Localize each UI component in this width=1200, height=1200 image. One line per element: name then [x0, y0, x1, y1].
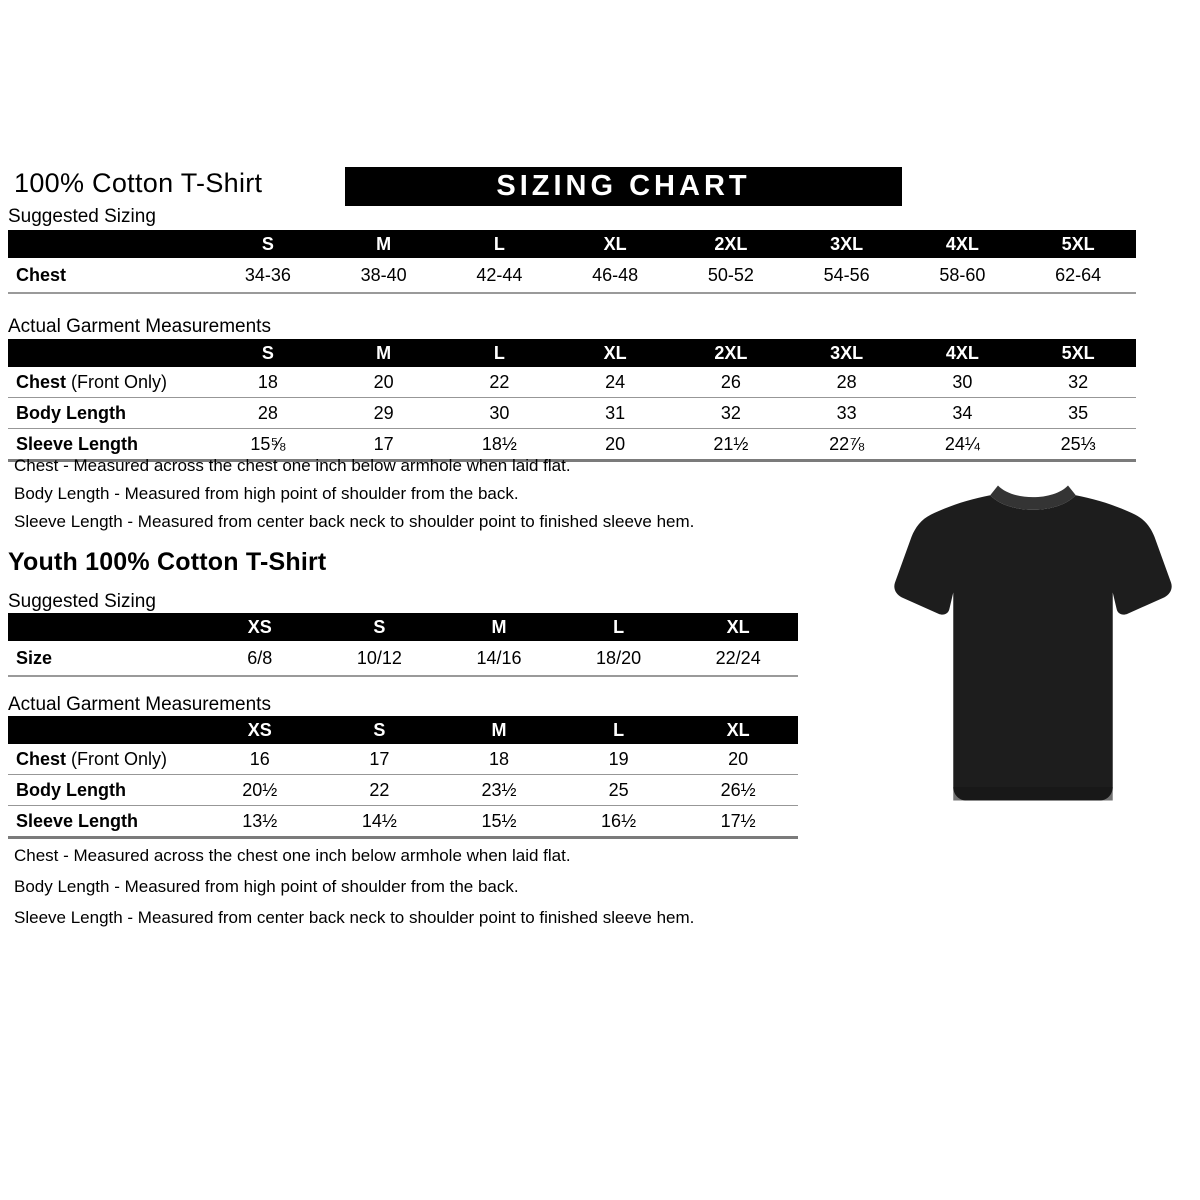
- measurement-value-cell: 18½: [442, 429, 558, 461]
- size-column-header: 5XL: [1020, 339, 1136, 367]
- row-label-text: Body Length: [16, 402, 126, 423]
- measurement-value-cell: 17: [320, 744, 440, 775]
- measurement-value-cell: 19: [559, 744, 679, 775]
- size-column-header: XL: [678, 716, 798, 744]
- size-column-header: L: [559, 716, 679, 744]
- youth-suggested-sizing-table: [8, 613, 798, 677]
- note-chest: Chest - Measured across the chest one inch below armhole when laid flat.: [14, 456, 571, 475]
- measurement-row-label: [8, 744, 200, 775]
- header-corner-cell: [8, 230, 210, 258]
- measurement-value-cell: 14/16: [439, 641, 559, 676]
- measurement-value-cell: 42-44: [442, 258, 558, 293]
- measurement-value-cell: 18: [210, 367, 326, 398]
- header-corner-cell: [8, 339, 210, 367]
- measurement-value-cell: 18/20: [559, 641, 679, 676]
- measurement-value-cell: 13½: [200, 806, 320, 838]
- measurement-row: [8, 398, 1136, 429]
- size-column-header: 2XL: [673, 339, 789, 367]
- measurement-row: [8, 367, 1136, 398]
- size-column-header: M: [326, 230, 442, 258]
- row-label-text: Body Length: [16, 779, 126, 800]
- adult-garment-measurements-table: [8, 339, 1136, 462]
- measurement-value-cell: 24¼: [905, 429, 1021, 461]
- note-sleeve-length: Sleeve Length - Measured from center back neck to shoulder point to finished sleeve hem.: [14, 512, 695, 531]
- measurement-row-label: [8, 258, 210, 293]
- measurement-value-cell: 24: [557, 367, 673, 398]
- row-label-text: Sleeve Length: [16, 810, 139, 831]
- size-column-header: XL: [557, 339, 673, 367]
- size-column-header: S: [210, 339, 326, 367]
- size-column-header: XS: [200, 613, 320, 641]
- sizing-chart-banner: SIZING CHART: [345, 167, 902, 206]
- row-label-text: Chest: [16, 748, 67, 769]
- size-column-header: XL: [557, 230, 673, 258]
- measurement-row: [8, 258, 1136, 293]
- youth-suggested-sizing-label: Suggested Sizing: [8, 591, 156, 612]
- measurement-value-cell: 26: [673, 367, 789, 398]
- measurement-value-cell: 34: [905, 398, 1021, 429]
- measurement-value-cell: 58-60: [905, 258, 1021, 293]
- size-column-header: S: [320, 613, 440, 641]
- header-corner-cell: [8, 613, 200, 641]
- size-column-header: 3XL: [789, 339, 905, 367]
- adult-measurement-notes: [14, 454, 694, 538]
- note-body-length: Body Length - Measured from high point of shoulder from the back.: [14, 877, 519, 896]
- measurement-value-cell: 6/8: [200, 641, 320, 676]
- measurement-row-label: [8, 367, 210, 398]
- measurement-value-cell: 38-40: [326, 258, 442, 293]
- size-column-header: 3XL: [789, 230, 905, 258]
- measurement-value-cell: 20½: [200, 775, 320, 806]
- size-column-header: S: [210, 230, 326, 258]
- measurement-value-cell: 21½: [673, 429, 789, 461]
- row-label-text: Size: [16, 647, 53, 668]
- size-column-header: 2XL: [673, 230, 789, 258]
- measurement-row: [8, 641, 798, 676]
- adult-suggested-sizing-table: [8, 230, 1136, 294]
- measurement-value-cell: 15½: [439, 806, 559, 838]
- size-column-header: XS: [200, 716, 320, 744]
- black-tshirt-image: [892, 470, 1174, 818]
- adult-actual-measurements-label: Actual Garment Measurements: [8, 316, 271, 337]
- size-column-header: L: [442, 230, 558, 258]
- measurement-value-cell: 32: [1020, 367, 1136, 398]
- size-header-row: [8, 613, 798, 641]
- size-column-header: M: [326, 339, 442, 367]
- row-label-text: Sleeve Length: [16, 433, 139, 454]
- measurement-value-cell: 54-56: [789, 258, 905, 293]
- measurement-value-cell: 17½: [678, 806, 798, 838]
- note-sleeve-length: Sleeve Length - Measured from center back neck to shoulder point to finished sleeve hem.: [14, 908, 695, 927]
- size-column-header: 5XL: [1020, 230, 1136, 258]
- size-column-header: M: [439, 716, 559, 744]
- measurement-value-cell: 20: [678, 744, 798, 775]
- size-column-header: 4XL: [905, 339, 1021, 367]
- measurement-value-cell: 28: [210, 398, 326, 429]
- measurement-value-cell: 22⅞: [789, 429, 905, 461]
- measurement-value-cell: 28: [789, 367, 905, 398]
- measurement-value-cell: 25⅓: [1020, 429, 1136, 461]
- size-header-row: [8, 716, 798, 744]
- measurement-value-cell: 25: [559, 775, 679, 806]
- measurement-value-cell: 50-52: [673, 258, 789, 293]
- size-column-header: L: [442, 339, 558, 367]
- measurement-value-cell: 20: [326, 367, 442, 398]
- measurement-value-cell: 16½: [559, 806, 679, 838]
- measurement-value-cell: 15⅝: [210, 429, 326, 461]
- size-column-header: M: [439, 613, 559, 641]
- measurement-value-cell: 22: [442, 367, 558, 398]
- row-label-text: Chest: [16, 264, 67, 285]
- measurement-value-cell: 46-48: [557, 258, 673, 293]
- size-header-row: [8, 230, 1136, 258]
- measurement-value-cell: 18: [439, 744, 559, 775]
- measurement-value-cell: 26½: [678, 775, 798, 806]
- measurement-value-cell: 31: [557, 398, 673, 429]
- adult-section-title: 100% Cotton T-Shirt: [14, 168, 263, 198]
- measurement-row-label: [8, 641, 200, 676]
- measurement-value-cell: 32: [673, 398, 789, 429]
- note-chest: Chest - Measured across the chest one inch below armhole when laid flat.: [14, 846, 571, 865]
- row-label-suffix: (Front Only): [66, 748, 168, 769]
- measurement-value-cell: 34-36: [210, 258, 326, 293]
- youth-garment-measurements-table: [8, 716, 798, 839]
- size-column-header: S: [320, 716, 440, 744]
- measurement-value-cell: 62-64: [1020, 258, 1136, 293]
- row-label-suffix: (Front Only): [66, 371, 168, 392]
- note-body-length: Body Length - Measured from high point of shoulder from the back.: [14, 484, 519, 503]
- measurement-value-cell: 22/24: [678, 641, 798, 676]
- size-header-row: [8, 339, 1136, 367]
- measurement-value-cell: 20: [557, 429, 673, 461]
- measurement-value-cell: 17: [326, 429, 442, 461]
- size-column-header: XL: [678, 613, 798, 641]
- measurement-row-label: [8, 806, 200, 838]
- measurement-value-cell: 30: [905, 367, 1021, 398]
- measurement-value-cell: 33: [789, 398, 905, 429]
- size-column-header: L: [559, 613, 679, 641]
- measurement-row-label: [8, 775, 200, 806]
- measurement-value-cell: 35: [1020, 398, 1136, 429]
- measurement-value-cell: 30: [442, 398, 558, 429]
- tshirt-shoulder-shading: [953, 787, 1112, 801]
- youth-actual-measurements-label: Actual Garment Measurements: [8, 694, 271, 715]
- tshirt-body: [894, 495, 1171, 800]
- measurement-value-cell: 29: [326, 398, 442, 429]
- measurement-value-cell: 23½: [439, 775, 559, 806]
- measurement-value-cell: 10/12: [320, 641, 440, 676]
- measurement-value-cell: 16: [200, 744, 320, 775]
- size-column-header: 4XL: [905, 230, 1021, 258]
- measurement-row: [8, 806, 798, 838]
- measurement-row: [8, 744, 798, 775]
- header-corner-cell: [8, 716, 200, 744]
- youth-measurement-notes: [14, 842, 694, 935]
- measurement-row: [8, 775, 798, 806]
- measurement-value-cell: 22: [320, 775, 440, 806]
- measurement-value-cell: 14½: [320, 806, 440, 838]
- youth-section-title: Youth 100% Cotton T-Shirt: [8, 548, 327, 576]
- measurement-row-label: [8, 398, 210, 429]
- adult-suggested-sizing-label: Suggested Sizing: [8, 206, 156, 227]
- row-label-text: Chest: [16, 371, 67, 392]
